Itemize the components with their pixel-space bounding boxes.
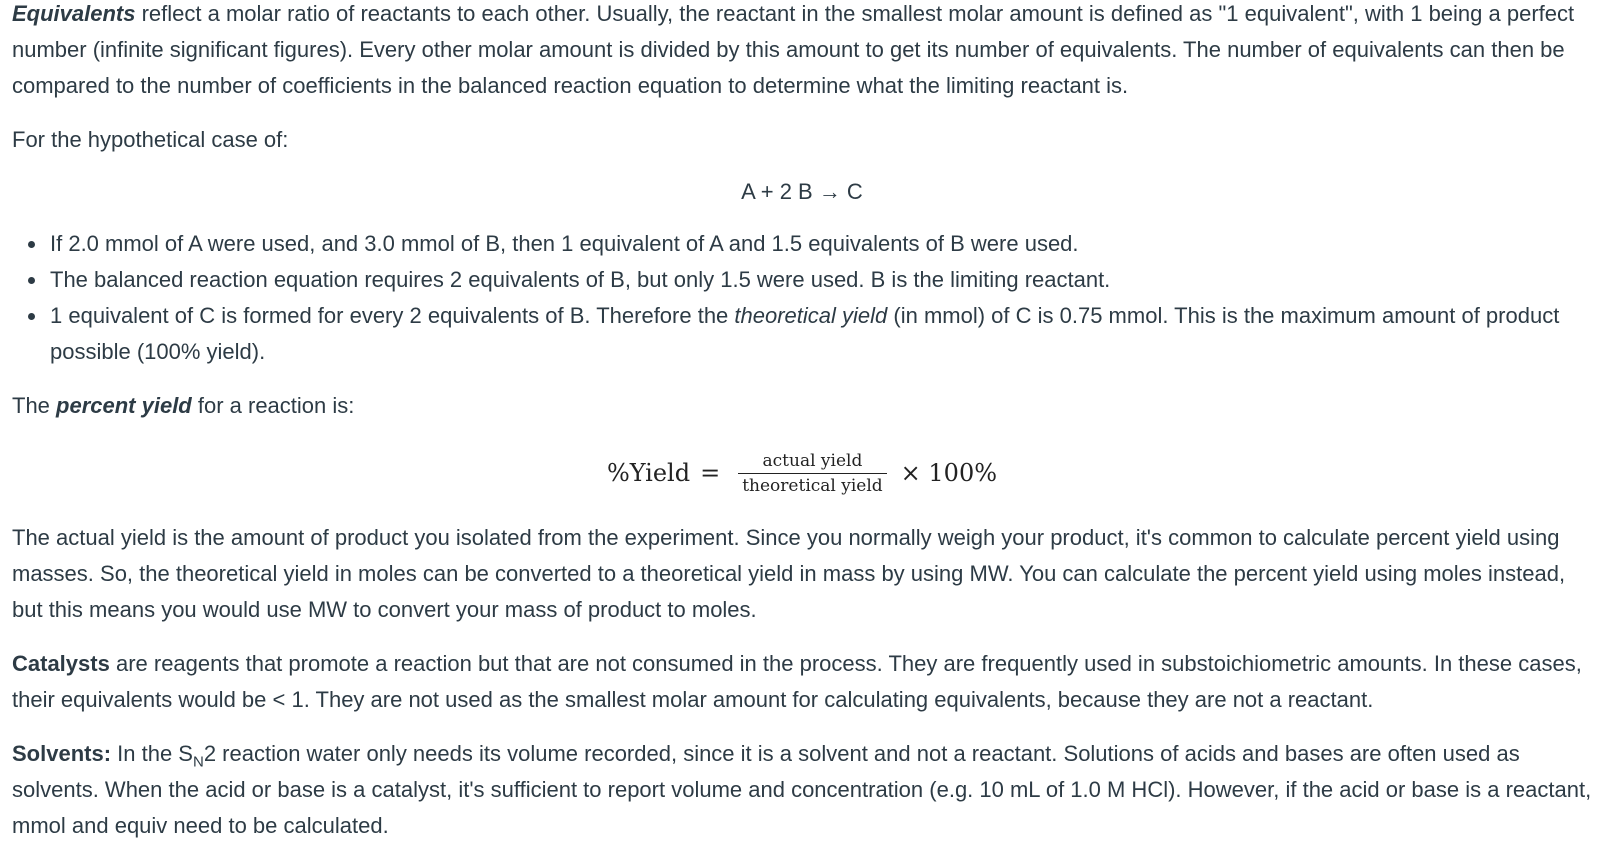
solvents-paragraph — [12, 736, 1592, 844]
bullet-text: 1 equivalent of C is formed for every 2 equivalents of B. Therefore the — [50, 303, 735, 328]
equivalents-text: reflect a molar ratio of reactants to each other. Usually, the reactant in the smallest molar amount is defined as "1 equivalent", with 1 being a perfect number (infinite significant figures). Every other molar amount is divided by this amount to get its number of equivalents. The number of equivalents can then be compared to the number of coefficients in the balanced reaction equation to determine what the limiting reactant is. — [12, 1, 1575, 98]
bullet-text: If 2.0 mmol of A were used, and 3.0 mmol of B, then 1 equivalent of A and 1.5 equivalents of B were used. — [50, 231, 1079, 256]
bullet-text: The balanced reaction equation requires 2 equivalents of B, but only 1.5 were used. B is the limiting reactant. — [50, 267, 1111, 292]
catalysts-term: Catalysts — [12, 651, 110, 676]
bullet-list — [12, 226, 1592, 370]
catalysts-text: are reagents that promote a reaction but that are not consumed in the process. They are frequently used in substoichiometric amounts. In these cases, their equivalents would be < 1. They are not used as the smallest molar amount for calculating equivalents, because they are not a reactant. — [12, 651, 1582, 712]
formula-fraction — [738, 449, 886, 498]
solvents-term: Solvents: — [12, 741, 112, 766]
list-item — [48, 262, 1592, 298]
bullet-text: (in mmol) of C is 0.75 mmol. This is the maximum amount of product possible (100% yield). — [50, 303, 1560, 364]
formula-times: × 100% — [900, 459, 998, 487]
actual-yield-paragraph: The actual yield is the amount of product you isolated from the experiment. Since you normally weigh your product, it's common to calculate percent yield using masses. So, the theoretical yield in moles can be converted to a theoretical yield in mass by using MW. You can calculate the percent yield using moles instead, but this means you would use MW to convert your mass of product to moles. — [12, 525, 1566, 622]
percent-post: for a reaction is: — [191, 393, 355, 418]
reaction-equation: A + 2 B → C — [741, 179, 863, 204]
hypothetical-lead: For the hypothetical case of: — [12, 127, 289, 152]
percent-yield-term: percent yield — [56, 393, 192, 418]
list-item — [48, 226, 1592, 262]
formula-numerator: actual yield — [762, 450, 863, 471]
percent-pre: The — [12, 393, 57, 418]
solvents-subscript: N — [192, 753, 204, 771]
equivalents-paragraph — [12, 0, 1592, 104]
formula-equals: = — [700, 459, 721, 487]
percent-yield-formula — [12, 438, 1592, 508]
formula-lhs: %Yield — [606, 459, 691, 487]
theoretical-yield-term: theoretical yield — [734, 303, 888, 328]
formula-denominator: theoretical yield — [742, 475, 883, 496]
equivalents-term: Equivalents — [12, 1, 136, 26]
list-item — [48, 298, 1592, 370]
percent-yield-lead — [12, 388, 1592, 424]
solvents-pre: In the S — [111, 741, 193, 766]
catalysts-paragraph — [12, 646, 1592, 718]
solvents-text: 2 reaction water only needs its volume recorded, since it is a solvent and not a reactant. Solutions of acids and bases are often used as solvents. When the acid or base is a catalyst, it's sufficient to report volume and concentration (e.g. 10 mL of 1.0 M HCl). However, if the acid or base is a reactant, mmol and equiv need to be calculated. — [12, 741, 1592, 838]
